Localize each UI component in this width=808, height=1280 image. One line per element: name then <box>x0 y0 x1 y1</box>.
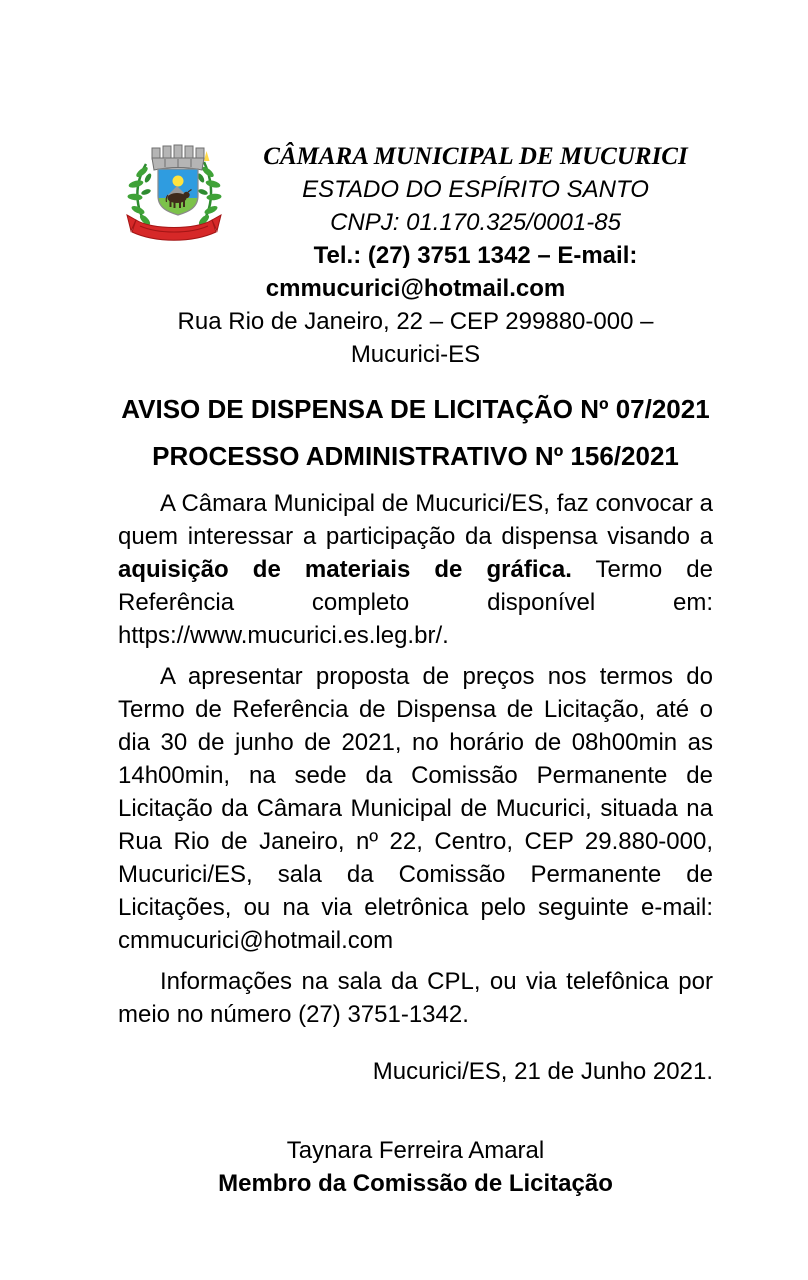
place-date-line: Mucurici/ES, 21 de Junho 2021. <box>372 1058 713 1085</box>
signer-role: Membro da Comissão de Licitação <box>218 1170 613 1197</box>
signer-name: Taynara Ferreira Amaral <box>286 1137 545 1164</box>
org-name: CÂMARA MUNICIPAL DE MUCURICI <box>263 143 688 170</box>
letterhead <box>118 140 713 371</box>
signature-block <box>118 1134 713 1200</box>
municipal-coat-of-arms <box>118 140 230 252</box>
paragraph-convocation-text: A Câmara Municipal de Mucurici/ES, faz convocar a quem interessar a participação da dispensa visando a <box>118 490 713 550</box>
notice-title: AVISO DE DISPENSA DE LICITAÇÃO Nº 07/2021 <box>121 394 710 424</box>
shield-icon <box>158 169 198 215</box>
org-address-line-1: Rua Rio de Janeiro, 22 – CEP 299880-000 – <box>177 308 654 335</box>
paragraph-information: Informações na sala da CPL, ou via telefônica por meio no número (27) 3751-1342. <box>118 968 713 1028</box>
paragraph-proposal-terms: A apresentar proposta de preços nos termos do Termo de Referência de Dispensa de Licitação, até o dia 30 de junho de 2021, no horário de 08h00min as 14h00min, na sede da Comissão Permanente de Licitação da Câmara Municipal de Mucurici, situada na Rua Rio de Janeiro, nº 22, Centro, CEP 29.880-000, Mucurici/ES, sala da Comissão Permanente de Licitações, ou na via eletrônica pelo seguinte e-mail: cmmucurici@hotmail.com <box>118 663 713 954</box>
sun-icon <box>173 176 184 187</box>
paragraph-convocation <box>118 487 713 652</box>
paragraph-convocation-object-bold: aquisição de materiais de gráfica. <box>118 556 572 583</box>
org-address-line-2: Mucurici-ES <box>350 341 481 368</box>
org-email-line: cmmucurici@hotmail.com <box>265 275 566 302</box>
org-state-line: ESTADO DO ESPÍRITO SANTO <box>302 176 649 203</box>
org-cnpj-line: CNPJ: 01.170.325/0001-85 <box>330 209 621 236</box>
org-tel-line: Tel.: (27) 3751 1342 – E-mail: <box>313 242 638 269</box>
paragraph-convocation-reference: Termo de Referência completo disponível em: https://www.mucurici.es.leg.br/. <box>118 556 714 649</box>
process-title: PROCESSO ADMINISTRATIVO Nº 156/2021 <box>152 441 679 471</box>
mural-crown-icon <box>152 145 204 170</box>
